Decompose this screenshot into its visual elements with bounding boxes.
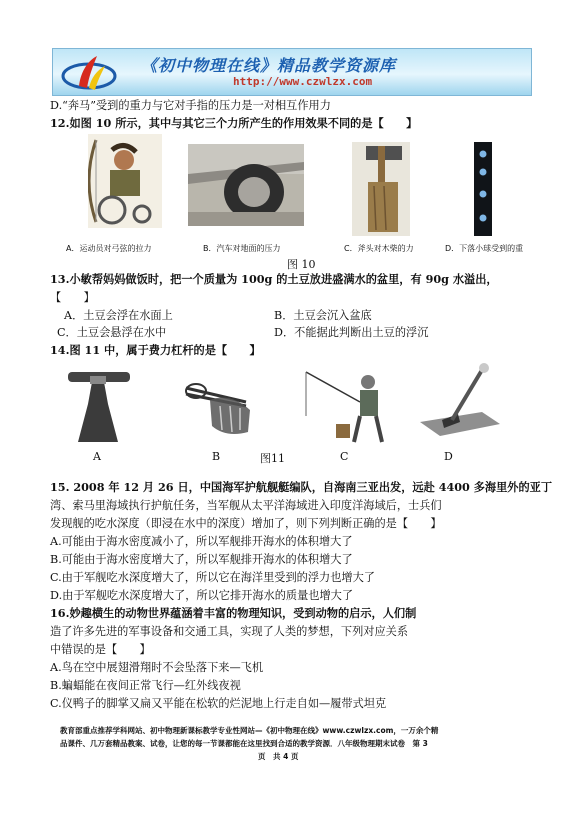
fig11-label-c: C <box>340 450 349 463</box>
question-16-line3: 中错误的是【 】 <box>50 643 151 656</box>
question-16-line2: 造了许多先进的军事设备和交通工具，实现了人类的梦想，下列对应关系 <box>50 625 409 638</box>
q13-option-c: C．土豆会悬浮在水中 <box>57 326 167 339</box>
q15-option-b: B.可能由于海水密度增大了，所以军舰排开海水的体积增大了 <box>50 553 353 566</box>
q16-option-a: A.鸟在空中展翅滑翔时不会坠落下来—飞机 <box>50 661 264 674</box>
site-logo-icon <box>59 52 119 92</box>
question-13-bracket: 【 】 <box>50 291 95 304</box>
crowbar-image <box>412 362 504 442</box>
falling-ball-image <box>474 142 492 236</box>
axe-wood-image <box>352 142 410 236</box>
fig10-caption-c: C．斧头对木柴的力 <box>344 244 414 253</box>
fig11-label-d: D <box>444 450 453 463</box>
bottle-opener-image <box>64 364 138 444</box>
car-tire-image <box>188 144 304 226</box>
fig10-caption-a: A．运动员对弓弦的拉力 <box>66 244 152 253</box>
footer-line-3: 页 共 4 页 <box>258 752 299 761</box>
banner-title: 《初中物理在线》精品教学资源库 <box>141 56 397 75</box>
question-16: 16.妙趣横生的动物世界蕴涵着丰富的物理知识，受到动物的启示，人们制 <box>50 606 417 620</box>
question-14: 14.图 11 中，属于费力杠杆的是【 】 <box>50 343 261 357</box>
question-15-line2: 湾、索马里海域执行护航任务，当军舰从太平洋海域进入印度洋海域后，士兵们 <box>50 499 442 512</box>
footer-line-1: 教育部重点推荐学科网站、初中物理新课标教学专业性网站—《初中物理在线》www.czwlzx.com，一万余个精 <box>60 726 439 735</box>
q16-option-b: B.蝙蝠能在夜间正常飞行—红外线夜视 <box>50 679 241 692</box>
q13-option-a: A．土豆会浮在水面上 <box>64 309 173 322</box>
q15-option-a: A.可能由于海水密度减小了，所以军舰排开海水的体积增大了 <box>50 535 353 548</box>
fig11-label: 图11 <box>260 452 285 465</box>
question-12: 12.如图 10 所示，其中与其它三个力所产生的作用效果不同的是【 】 <box>50 116 418 130</box>
question-15-line3: 发现舰的吃水深度（即浸在水中的深度）增加了，则下列判断正确的是【 】 <box>50 517 442 530</box>
fig10-label: 图 10 <box>287 258 316 271</box>
header-banner <box>52 48 532 96</box>
nutcracker-image <box>176 372 260 440</box>
fig11-label-b: B <box>212 450 221 463</box>
question-15: 15. 2008 年 12 月 26 日，中国海军护航舰艇编队，自海南三亚出发，远赴 4400 多海里外的亚丁 <box>50 480 553 494</box>
line-d-option: D.“奔马”受到的重力与它对手指的压力是一对相互作用力 <box>50 99 331 112</box>
question-13: 13.小敏帮妈妈做饭时，把一个质量为 100g 的土豆放进盛满水的盆里，有 90g 水溢出， <box>50 272 498 286</box>
q15-option-d: D.由于军舰吃水深度增大了，所以它排开海水的质量也增大了 <box>50 589 354 602</box>
fishing-rod-image <box>302 366 388 446</box>
banner-url[interactable]: http://www.czwlzx.com <box>233 75 373 88</box>
q13-option-d: D．不能据此判断出土豆的浮沉 <box>274 326 429 339</box>
q13-option-b: B．土豆会沉入盆底 <box>274 309 372 322</box>
fig10-caption-b: B．汽车对地面的压力 <box>203 244 281 253</box>
archer-image <box>88 134 162 228</box>
footer-line-2: 品课件、几万套精品教案、试卷，让您的每一节课都能在这里找到合适的教学资源．八年级物理期末试卷 第 3 <box>60 739 428 748</box>
fig10-caption-d: D．下落小球受到的重 <box>445 244 524 253</box>
q16-option-c: C.仪鸭子的脚掌又扁又平能在松软的烂泥地上行走自如—履带式坦克 <box>50 697 387 710</box>
fig11-label-a: A <box>93 450 101 463</box>
q15-option-c: C.由于军舰吃水深度增大了，所以它在海洋里受到的浮力也增大了 <box>50 571 375 584</box>
